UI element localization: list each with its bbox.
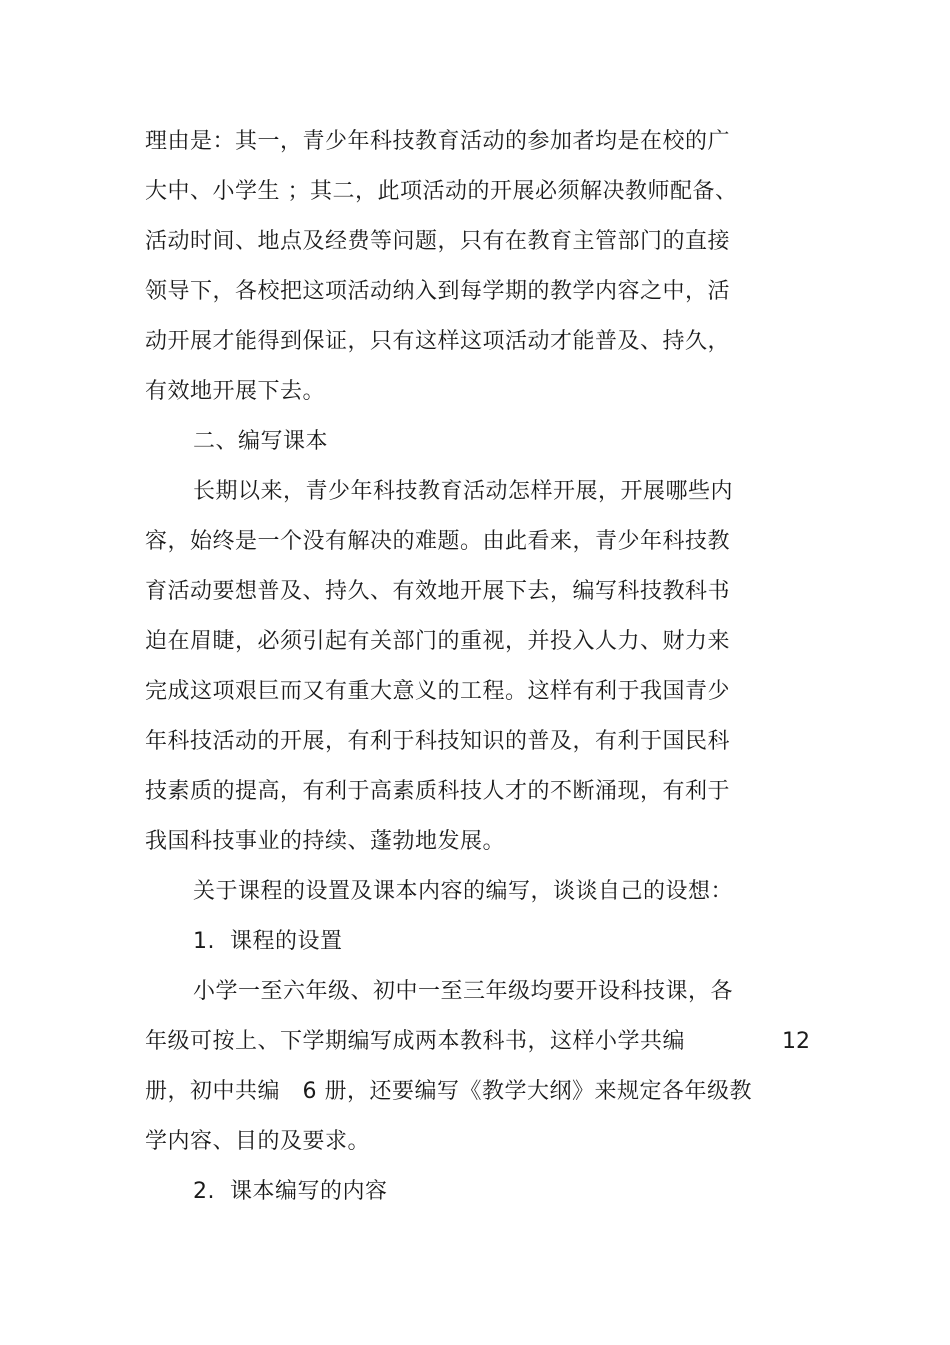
- subsection-heading: 1. 课程的设置: [193, 929, 343, 954]
- paragraph-line: 理由是：其一，青少年科技教育活动的参加者均是在校的广: [145, 129, 731, 154]
- paragraph-line: 育活动要想普及、持久、有效地开展下去，编写科技教科书: [145, 579, 731, 604]
- book-count-number: 12: [782, 1029, 810, 1054]
- paragraph-line: 学内容、目的及要求。: [145, 1129, 371, 1154]
- paragraph-line: 我国科技事业的持续、蓬勃地发展。: [145, 829, 506, 854]
- paragraph-line: 容，始终是一个没有解决的难题。由此看来，青少年科技教: [145, 529, 731, 554]
- paragraph-line: 完成这项艰巨而又有重大意义的工程。这样有利于我国青少: [145, 679, 731, 704]
- paragraph-line: 册，初中共编 6 册，还要编写《教学大纲》来规定各年级教: [145, 1079, 752, 1104]
- paragraph-line: 技素质的提高，有利于高素质科技人才的不断涌现，有利于: [145, 779, 731, 804]
- paragraph-line: 有效地开展下去。: [145, 379, 326, 404]
- paragraph-line: 年科技活动的开展，有利于科技知识的普及，有利于国民科: [145, 729, 731, 754]
- paragraph-line: 长期以来，青少年科技教育活动怎样开展，开展哪些内: [193, 479, 734, 504]
- section-heading: 二、编写课本: [193, 429, 329, 454]
- paragraph-line: 小学一至六年级、初中一至三年级均要开设科技课，各: [193, 979, 734, 1004]
- paragraph-line: 领导下，各校把这项活动纳入到每学期的教学内容之中，活: [145, 279, 731, 304]
- paragraph-line: 关于课程的设置及课本内容的编写，谈谈自己的设想：: [193, 879, 734, 904]
- paragraph-line: 年级可按上、下学期编写成两本教科书，这样小学共编: [145, 1029, 686, 1054]
- paragraph-line: 大中、小学生 ；其二，此项活动的开展必须解决教师配备、: [145, 179, 738, 204]
- paragraph-line: 活动时间、地点及经费等问题，只有在教育主管部门的直接: [145, 229, 731, 254]
- paragraph-line: 动开展才能得到保证，只有这样这项活动才能普及、持久，: [145, 329, 731, 354]
- paragraph-line: 迫在眉睫，必须引起有关部门的重视，并投入人力、财力来: [145, 629, 731, 654]
- subsection-heading: 2. 课本编写的内容: [193, 1179, 388, 1204]
